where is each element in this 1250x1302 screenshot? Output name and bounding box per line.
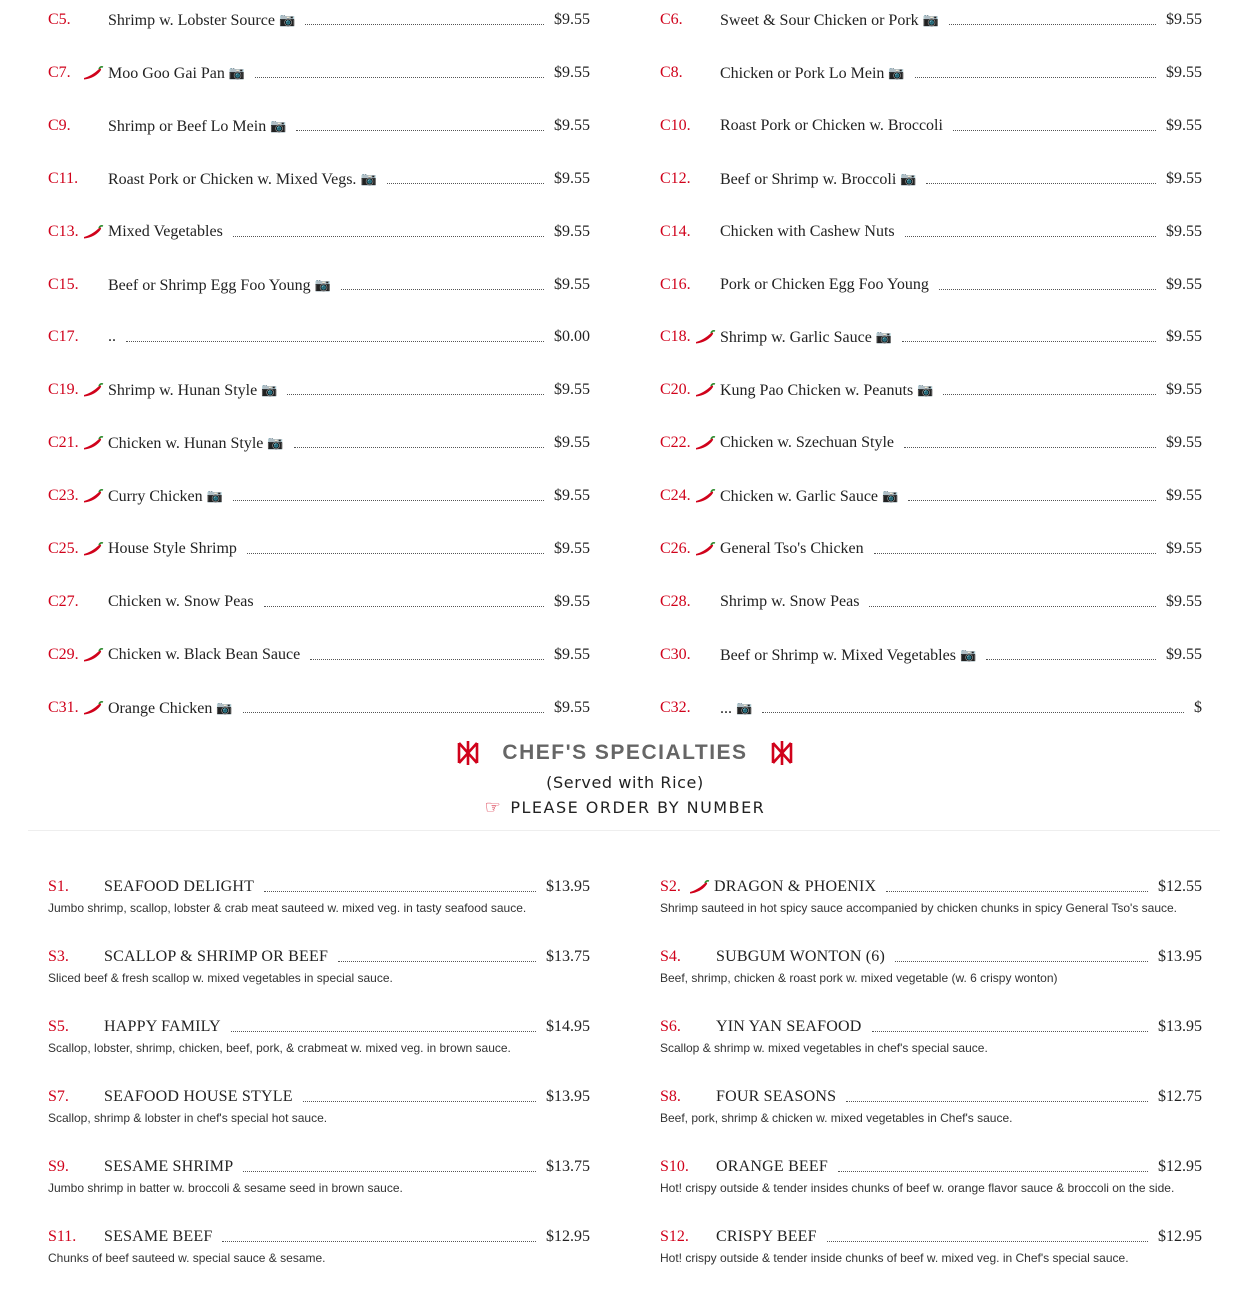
item-price: $9.55 xyxy=(554,592,590,610)
item-name: HAPPY FAMILY xyxy=(104,1018,221,1035)
camera-icon: 📷 xyxy=(314,276,331,292)
item-name: Shrimp w. Lobster Source 📷 xyxy=(108,9,295,32)
item-number: C14. xyxy=(660,222,691,240)
item-number: S2. xyxy=(660,878,681,895)
item-name: SESAME SHRIMP xyxy=(104,1158,234,1175)
item-description: Scallop, shrimp & lobster in chef's special hot sauce. xyxy=(48,1111,328,1125)
camera-icon: 📷 xyxy=(270,117,287,133)
dot-leader xyxy=(838,1156,1148,1172)
item-name: Chicken with Cashew Nuts xyxy=(720,222,895,240)
item-description: Sliced beef & fresh scallop w. mixed vegetables in special sauce. xyxy=(48,971,393,985)
item-name: ORANGE BEEF xyxy=(716,1158,828,1175)
item-name: FOUR SEASONS xyxy=(716,1088,837,1105)
item-price: $13.95 xyxy=(546,878,590,895)
item-description: Scallop & shrimp w. mixed vegetables in chef's special sauce. xyxy=(660,1041,988,1055)
item-name: Kung Pao Chicken w. Peanuts 📷 xyxy=(720,379,933,402)
specialty-item xyxy=(48,876,590,902)
item-name: General Tso's Chicken xyxy=(720,540,864,557)
item-name: Shrimp w. Garlic Sauce 📷 xyxy=(720,326,892,349)
item-price: $13.95 xyxy=(546,1088,590,1105)
item-number: C9. xyxy=(48,116,71,134)
item-name: Beef or Shrimp w. Broccoli 📷 xyxy=(720,168,916,191)
specialty-item xyxy=(48,1226,590,1252)
item-price: $12.75 xyxy=(1158,1088,1202,1105)
camera-icon: 📷 xyxy=(917,382,934,398)
item-name: Moo Goo Gai Pan 📷 xyxy=(108,62,245,85)
section-subtitle: (Served with Rice) xyxy=(546,773,704,792)
item-number: S1. xyxy=(48,878,69,895)
item-number: C30. xyxy=(660,645,691,663)
item-price: $9.55 xyxy=(554,222,590,240)
item-price: $12.95 xyxy=(1158,1228,1202,1245)
dot-leader xyxy=(264,876,536,892)
section-title: CHEF'S SPECIALTIES xyxy=(502,741,748,764)
item-price: $9.55 xyxy=(1166,169,1202,187)
item-name: Roast Pork or Chicken w. Mixed Vegs. 📷 xyxy=(108,168,377,191)
item-number: C29. xyxy=(48,645,79,663)
item-number: S6. xyxy=(660,1018,681,1035)
item-number: C21. xyxy=(48,434,79,452)
specialty-item xyxy=(48,1156,590,1182)
pointing-hand-icon: ☞ xyxy=(484,797,503,818)
item-price: $9.55 xyxy=(1166,11,1202,28)
item-price: $ xyxy=(1194,698,1202,716)
specialty-item xyxy=(660,1016,1202,1042)
item-number: S7. xyxy=(48,1088,69,1105)
item-price: $9.55 xyxy=(554,540,590,557)
camera-icon: 📷 xyxy=(360,170,377,186)
item-name: Chicken w. Black Bean Sauce xyxy=(108,645,301,663)
item-price: $13.95 xyxy=(1158,1018,1202,1035)
item-number: C13. xyxy=(48,222,79,240)
item-price: $9.55 xyxy=(1166,222,1202,240)
item-number: S4. xyxy=(660,948,681,965)
item-description: Shrimp sauteed in hot spicy sauce accompanied by chicken chunks in spicy General Tso's sauce. xyxy=(660,901,1178,915)
specialty-item xyxy=(660,1156,1202,1182)
item-price: $9.55 xyxy=(554,381,590,399)
specialty-item xyxy=(660,946,1202,972)
item-number: C17. xyxy=(48,328,79,346)
item-name: SEAFOOD HOUSE STYLE xyxy=(104,1088,293,1105)
item-price: $9.55 xyxy=(1166,275,1202,293)
item-number: C24. xyxy=(660,487,691,505)
item-description: Jumbo shrimp, scallop, lobster & crab meat sauteed w. mixed veg. in tasty seafood sauce. xyxy=(48,901,527,915)
dot-leader xyxy=(846,1086,1148,1102)
item-number: S5. xyxy=(48,1018,69,1035)
item-price: $9.55 xyxy=(554,487,590,505)
item-price: $13.95 xyxy=(1158,948,1202,965)
item-description: Hot! crispy outside & tender insides chunks of beef w. orange flavor sauce & broccoli on the side. xyxy=(660,1181,1175,1195)
item-number: C15. xyxy=(48,275,79,293)
item-price: $9.55 xyxy=(1166,434,1202,452)
item-number: C22. xyxy=(660,434,691,452)
specialty-item xyxy=(660,1226,1202,1252)
camera-icon: 📷 xyxy=(228,64,246,80)
dot-leader xyxy=(231,1016,536,1032)
specialties-column-left xyxy=(48,0,590,1302)
item-price: $9.55 xyxy=(554,275,590,293)
item-name: Roast Pork or Chicken w. Broccoli xyxy=(720,116,943,134)
specialty-item xyxy=(48,1086,590,1112)
item-number: C32. xyxy=(660,698,691,716)
item-number: C12. xyxy=(660,169,691,187)
item-price: $9.55 xyxy=(554,169,590,187)
item-name: Mixed Vegetables xyxy=(108,222,223,240)
item-name: Shrimp w. Hunan Style 📷 xyxy=(108,379,277,402)
specialty-item xyxy=(48,946,590,972)
item-number: C28. xyxy=(660,592,691,610)
item-name: ... 📷 xyxy=(720,697,752,720)
camera-icon: 📷 xyxy=(900,170,917,186)
item-number: C7. xyxy=(48,63,71,81)
item-number: C23. xyxy=(48,487,79,505)
specialty-item xyxy=(660,1086,1202,1112)
item-price: $9.55 xyxy=(1166,592,1202,610)
item-price: $9.55 xyxy=(554,698,590,716)
camera-icon: 📷 xyxy=(959,646,977,662)
item-description: Beef, pork, shrimp & chicken w. mixed vegetables in Chef's sauce. xyxy=(660,1111,1013,1125)
dot-leader xyxy=(827,1226,1148,1242)
item-price: $9.55 xyxy=(554,645,590,663)
item-name: Pork or Chicken Egg Foo Young xyxy=(720,275,929,293)
item-description: Jumbo shrimp in batter w. broccoli & sesame seed in brown sauce. xyxy=(48,1181,403,1195)
spicy-marker xyxy=(688,876,714,898)
item-name: SESAME BEEF xyxy=(104,1228,213,1245)
item-description: Hot! crispy outside & tender inside chunks of beef w. mixed veg. in Chef's special sauce. xyxy=(660,1251,1129,1265)
camera-icon: 📷 xyxy=(261,382,278,398)
dot-leader xyxy=(303,1086,536,1102)
item-name: House Style Shrimp xyxy=(108,540,237,557)
item-price: $9.55 xyxy=(1166,487,1202,505)
item-name: Chicken w. Garlic Sauce 📷 xyxy=(720,485,898,508)
dot-leader xyxy=(222,1226,536,1242)
item-name: Curry Chicken 📷 xyxy=(108,485,223,508)
item-number: C25. xyxy=(48,540,79,557)
camera-icon: 📷 xyxy=(888,64,905,80)
item-price: $0.00 xyxy=(554,328,590,346)
item-name: Chicken w. Hunan Style 📷 xyxy=(108,432,284,455)
item-price: $9.55 xyxy=(554,63,590,81)
item-number: C19. xyxy=(48,381,79,399)
item-price: $9.55 xyxy=(554,116,590,134)
camera-icon: 📷 xyxy=(206,488,223,504)
item-price: $13.75 xyxy=(546,948,590,965)
item-description: Beef, shrimp, chicken & roast pork w. mixed vegetable (w. 6 crispy wonton) xyxy=(660,971,1058,985)
order-note-text: PLEASE ORDER BY NUMBER xyxy=(510,798,766,817)
camera-icon: 📷 xyxy=(278,12,296,27)
item-price: $9.55 xyxy=(1166,540,1202,557)
item-name: Beef or Shrimp w. Mixed Vegetables 📷 xyxy=(720,644,976,667)
item-name: Shrimp or Beef Lo Mein 📷 xyxy=(108,115,286,138)
item-price: $9.55 xyxy=(554,11,590,28)
item-price: $12.95 xyxy=(1158,1158,1202,1175)
camera-icon: 📷 xyxy=(216,699,233,715)
item-price: $9.55 xyxy=(1166,381,1202,399)
specialty-item xyxy=(660,876,1202,902)
item-price: $9.55 xyxy=(1166,328,1202,346)
item-name: CRISPY BEEF xyxy=(716,1228,817,1245)
camera-icon: 📷 xyxy=(882,488,899,504)
item-name: Chicken w. Szechuan Style xyxy=(720,434,895,452)
item-price: $9.55 xyxy=(1166,645,1202,663)
item-number: C5. xyxy=(48,11,71,28)
item-number: S3. xyxy=(48,948,69,965)
item-name: YIN YAN SEAFOOD xyxy=(716,1018,862,1035)
camera-icon: 📷 xyxy=(267,435,284,451)
chili-pepper-icon xyxy=(688,879,710,895)
item-name: Shrimp w. Snow Peas xyxy=(720,592,860,610)
item-number: C8. xyxy=(660,63,683,81)
item-name: Chicken w. Snow Peas xyxy=(108,592,254,610)
item-number: C26. xyxy=(660,540,691,557)
item-number: S12. xyxy=(660,1228,689,1245)
item-name: DRAGON & PHOENIX xyxy=(714,878,877,895)
item-number: C20. xyxy=(660,381,691,399)
item-number: S10. xyxy=(660,1158,689,1175)
item-name: Sweet & Sour Chicken or Pork 📷 xyxy=(720,9,939,32)
dot-leader xyxy=(886,876,1148,892)
item-number: C16. xyxy=(660,275,691,293)
specialties-column-right xyxy=(660,0,1202,1302)
dot-leader xyxy=(895,946,1148,962)
dot-leader xyxy=(338,946,536,962)
item-number: C18. xyxy=(660,328,691,346)
item-name: Orange Chicken 📷 xyxy=(108,697,233,720)
item-number: S11. xyxy=(48,1228,77,1245)
item-number: S8. xyxy=(660,1088,681,1105)
item-name: Chicken or Pork Lo Mein 📷 xyxy=(720,62,905,85)
item-name: SCALLOP & SHRIMP OR BEEF xyxy=(104,948,329,965)
item-price: $12.55 xyxy=(1158,878,1202,895)
camera-icon: 📷 xyxy=(922,12,939,27)
item-name: Beef or Shrimp Egg Foo Young 📷 xyxy=(108,274,331,297)
item-name: .. xyxy=(108,328,116,346)
item-number: C10. xyxy=(660,116,691,134)
item-price: $14.95 xyxy=(546,1018,590,1035)
item-number: S9. xyxy=(48,1158,69,1175)
item-price: $9.55 xyxy=(1166,63,1202,81)
item-number: C11. xyxy=(48,169,79,187)
camera-icon: 📷 xyxy=(875,329,892,345)
item-price: $13.75 xyxy=(546,1158,590,1175)
item-name: SUBGUM WONTON (6) xyxy=(716,948,886,965)
item-number: C31. xyxy=(48,698,79,716)
item-price: $9.55 xyxy=(554,434,590,452)
camera-icon: 📷 xyxy=(736,699,753,715)
item-number: C6. xyxy=(660,11,683,28)
item-description: Chunks of beef sauteed w. special sauce & sesame. xyxy=(48,1251,326,1265)
item-name: SEAFOOD DELIGHT xyxy=(104,878,255,895)
dot-leader xyxy=(872,1016,1148,1032)
item-price: $9.55 xyxy=(1166,116,1202,134)
specialty-item xyxy=(48,1016,590,1042)
item-description: Scallop, lobster, shrimp, chicken, beef, pork, & crabmeat w. mixed veg. in brown sauce. xyxy=(48,1041,511,1055)
dot-leader xyxy=(243,1156,536,1172)
item-number: C27. xyxy=(48,592,79,610)
item-price: $12.95 xyxy=(546,1228,590,1245)
